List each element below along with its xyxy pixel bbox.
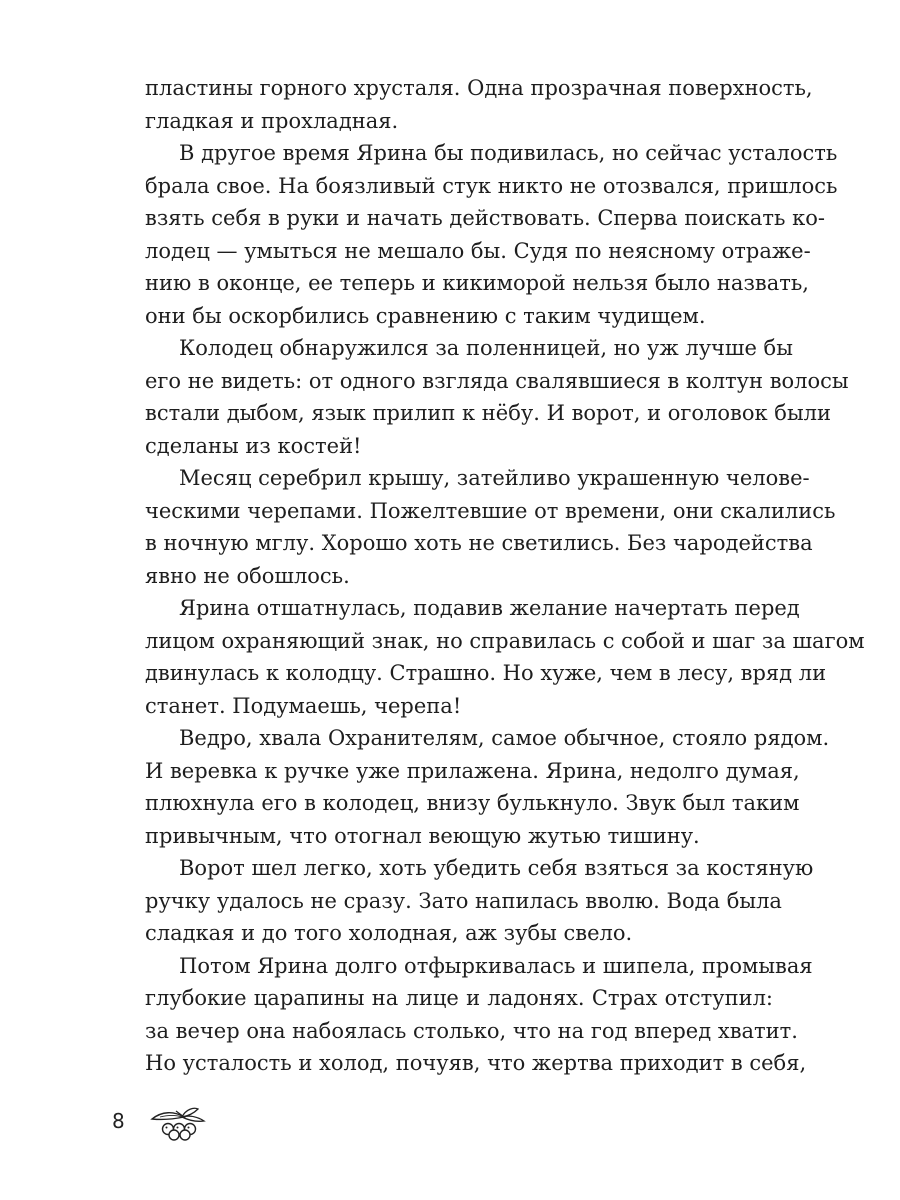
page-number: 8 [112,1109,125,1133]
text-line: Колодец обнаружился за поленницей, но уж лучше бы [179,336,793,360]
text-line: Ярина отшатнулась, подавив желание начертать перед [179,596,800,620]
text-line: Потом Ярина долго отфыркивалась и шипела, промывая [179,953,813,978]
text-line: сделаны из костей! [145,433,362,458]
text-line: его не видеть: от одного взгляда свалявшиеся в колтун волосы [145,368,849,393]
text-line: лицом охраняющий знак, но справилась с собой и шаг за шагом [145,628,865,653]
text-line: Ведро, хвала Охранителям, самое обычное, стояло рядом. [179,726,830,750]
text-line: Но усталость и холод, почуяв, что жертва приходит в себя, [145,1051,807,1075]
text-line: Месяц серебрил крышу, затейливо украшенную челове- [179,466,810,490]
text-line: ручку удалось не сразу. Зато напилась вволю. Вода была [145,888,782,913]
text-line: Ворот шел легко, хоть убедить себя взяться за костяную [179,856,814,880]
text-line: И веревка к ручке уже прилажена. Ярина, недолго думая, [145,758,800,783]
text-line: встали дыбом, язык прилип к нёбу. И ворот, и оголовок были [145,401,831,425]
text-line: нию в оконце, ее теперь и кикиморой нельзя было назвать, [145,271,809,295]
text-line: в ночную мглу. Хорошо хоть не светились. Без чародейства [145,531,813,555]
page-body [145,72,865,1080]
text-line: брала свое. На боязливый стук никто не отозвался, пришлось [145,173,838,198]
text-line: привычным, что отогнал веющую жутью тишину. [145,823,700,848]
text-line: пластины горного хрусталя. Одна прозрачная поверхность, [145,76,813,100]
text-line: явно не обошлось. [145,563,350,588]
text-line: взять себя в руки и начать действовать. Сперва поискать ко- [145,206,825,230]
text-line: станет. Подумаешь, черепа! [145,693,462,718]
text-line: ческими черепами. Пожелтевшие от времени, они скалились [145,498,836,523]
text-line: сладкая и до того холодная, аж зубы свело. [145,921,633,945]
page-footer [112,1105,232,1145]
text-line: плюхнула его в колодец, внизу булькнуло. Звук был таким [145,791,800,815]
text-line: за вечер она набоялась столько, что на год вперед хватит. [145,1018,798,1043]
text-line: лодец — умыться не мешало бы. Судя по неясному отраже- [145,238,811,263]
text-line: В другое время Ярина бы подивилась, но сейчас усталость [179,141,838,165]
text-line: они бы оскорбились сравнению с таким чудищем. [145,303,706,328]
text-line: двинулась к колодцу. Страшно. Но хуже, чем в лесу, вряд ли [145,661,827,685]
berries-ornament-icon [148,1105,210,1141]
text-line: глубокие царапины на лице и ладонях. Страх отступил: [145,986,773,1010]
text-line: гладкая и прохладная. [145,108,399,133]
